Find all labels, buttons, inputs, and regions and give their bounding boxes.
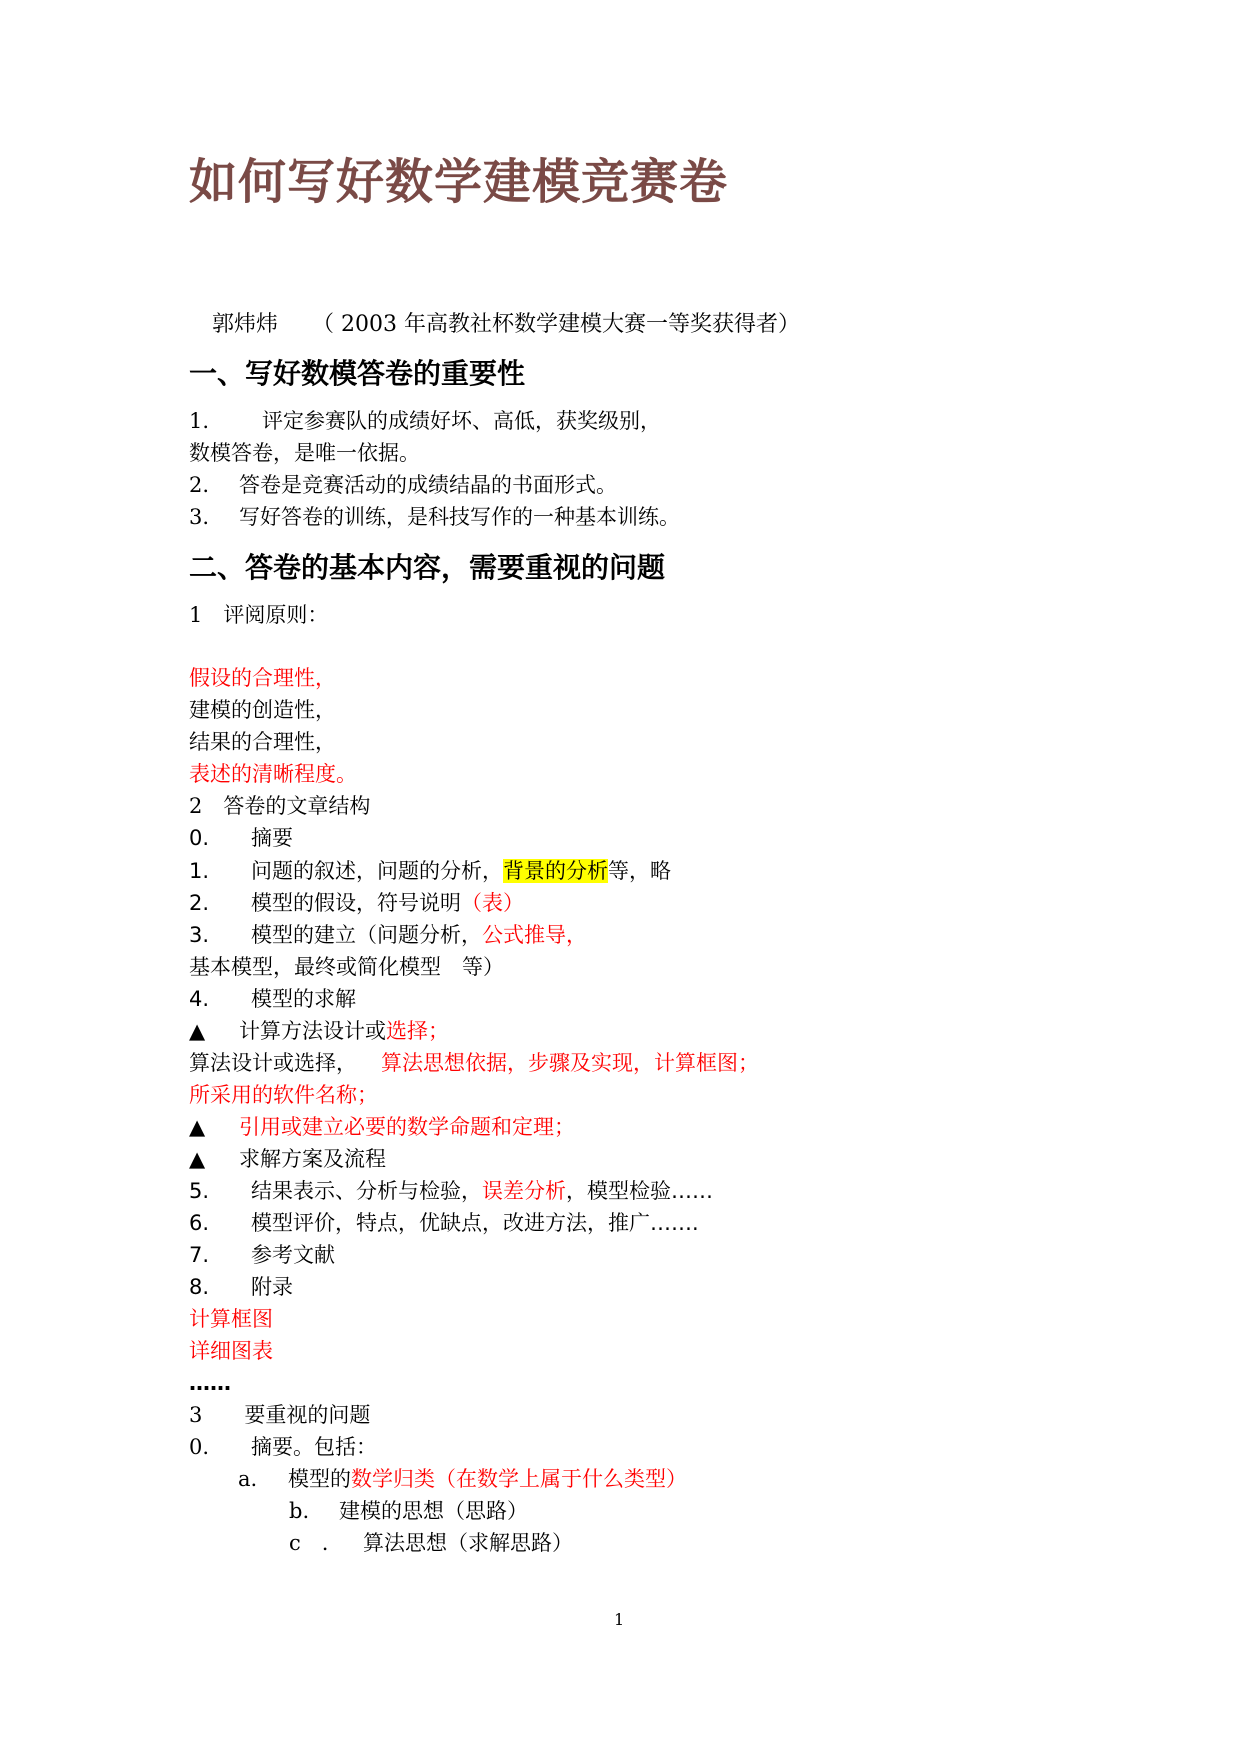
item-text: 建模的思想（思路） [339,1499,528,1523]
item-number: 8. [189,1275,210,1299]
emphasis-text: （表） [461,891,524,915]
item-number: 5. [189,1179,210,1203]
bullet-item-continuation [189,1053,759,1074]
subsection-title: 1 评阅原则： [189,603,329,627]
item-text: 评定参赛队的成绩好坏、高低，获奖级别， [262,409,661,433]
item-text: 答卷是竞赛活动的成绩结晶的书面形式。 [239,473,617,497]
item-text: 算法设计或选择， [189,1051,357,1075]
structure-item [189,989,356,1010]
item-text: 结果表示、分析与检验， [251,1179,482,1203]
item-letter: c . [289,1531,329,1555]
emphasis-text: 公式推导， [482,923,587,947]
structure-item [189,1181,713,1202]
item-number: 0. [189,826,210,850]
structure-item [189,1213,699,1234]
item-text: 等，略 [608,859,671,883]
appendix-item: 计算框图 [189,1307,273,1331]
structure-item [189,925,587,946]
triangle-bullet-icon: ▲ [189,1019,206,1043]
item-text: 模型的建立（问题分析， [251,923,482,947]
structure-item [189,861,671,882]
author-name: 郭炜炜 [212,312,279,337]
list-item [189,475,617,496]
list-item [189,507,680,528]
emphasis-text: 误差分析 [482,1179,566,1203]
emphasis-text: 数学归类（在数学上属于什么类型） [351,1467,687,1491]
structure-item [189,1245,335,1266]
issue-item [189,1437,377,1458]
bullet-item [189,1021,449,1042]
item-text: 模型评价，特点，优缺点，改进方法，推广……. [251,1211,699,1235]
subsection-title: 2 答卷的文章结构 [189,794,371,818]
highlighted-text: 背景的分析 [503,859,608,883]
item-number: 6. [189,1211,210,1235]
item-letter: b. [289,1499,310,1523]
item-text: 参考文献 [251,1243,335,1267]
appendix-item: 详细图表 [189,1339,273,1363]
triangle-bullet-icon: ▲ [189,1147,206,1171]
item-text: 摘要。包括： [251,1435,377,1459]
section-heading-1: 一、写好数模答卷的重要性 [189,357,526,390]
item-text: 摘要 [251,826,293,850]
ellipsis: …… [189,1371,231,1395]
principle-item: 表述的清晰程度。 [189,762,357,786]
triangle-bullet-icon: ▲ [189,1115,206,1139]
item-text: 写好答卷的训练，是科技写作的一种基本训练。 [239,505,680,529]
item-number: 0. [189,1435,210,1459]
bullet-item [189,1149,386,1170]
item-number: 3. [189,923,210,947]
bullet-item [189,1117,575,1138]
structure-item-continuation: 基本模型，最终或简化模型 等） [189,955,504,979]
structure-item [189,828,293,849]
page-title: 如何写好数学建模竞赛卷 [189,154,729,210]
item-text: 计算方法设计或 [239,1019,386,1043]
author-line [212,314,800,336]
issue-subitem [289,1501,528,1522]
section-heading-2: 二、答卷的基本内容，需要重视的问题 [189,551,666,584]
principle-item: 结果的合理性， [189,730,336,754]
item-text: 求解方案及流程 [239,1147,386,1171]
principle-item: 建模的创造性， [189,698,336,722]
author-note: （ 2003 年高教社杯数学建模大赛一等奖获得者） [312,312,800,337]
item-text: 模型的假设，符号说明 [251,891,461,915]
item-number: 1. [189,859,210,883]
item-text: ，模型检验…… [566,1179,713,1203]
item-text: 模型的 [288,1467,351,1491]
item-text: 模型的求解 [251,987,356,1011]
bullet-item-continuation: 所采用的软件名称； [189,1083,378,1107]
item-number: 2. [189,891,210,915]
item-number: 7. [189,1243,210,1267]
emphasis-text: 算法思想依据，步骤及实现，计算框图； [381,1051,759,1075]
emphasis-text: 选择； [386,1019,449,1043]
list-item-continuation: 数模答卷，是唯一依据。 [189,441,420,465]
item-number: 1. [189,409,210,433]
item-number: 3. [189,505,210,529]
structure-item [189,1277,293,1298]
page-number: 1 [614,1610,625,1629]
list-item [189,411,661,432]
item-letter: a. [238,1467,258,1491]
issue-subitem [289,1533,573,1554]
issue-subitem [238,1469,687,1490]
item-number: 4. [189,987,210,1011]
item-text: 附录 [251,1275,293,1299]
emphasis-text: 引用或建立必要的数学命题和定理； [239,1115,575,1139]
principle-item: 假设的合理性， [189,666,336,690]
structure-item [189,893,524,914]
item-text: 算法思想（求解思路） [363,1531,573,1555]
item-number: 2. [189,473,210,497]
subsection-title: 3 要重视的问题 [189,1403,371,1427]
item-text: 问题的叙述，问题的分析， [251,859,503,883]
